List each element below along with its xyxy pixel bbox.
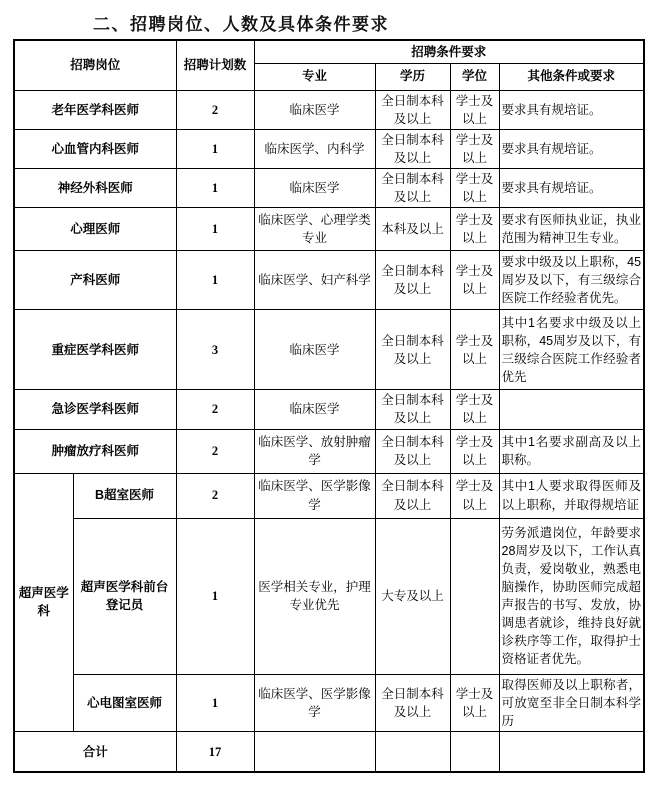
count-cell: 1 <box>176 169 254 208</box>
degree-cell <box>450 518 499 674</box>
header-conditions: 招聘条件要求 <box>254 40 644 63</box>
major-cell: 临床医学、放射肿瘤学 <box>254 429 375 473</box>
major-cell: 临床医学 <box>254 390 375 429</box>
other-requirements-cell: 取得医师及以上职称者，可放宽至非全日制本科学历 <box>499 674 644 731</box>
education-cell: 全日制本科及以上 <box>375 129 450 168</box>
education-cell: 大专及以上 <box>375 518 450 674</box>
other-requirements-cell: 要求有医师执业证，执业范围为精神卫生专业。 <box>499 208 644 251</box>
major-cell: 临床医学、心理学类专业 <box>254 208 375 251</box>
other-requirements-cell: 要求具有规培证。 <box>499 169 644 208</box>
major-cell: 临床医学 <box>254 310 375 390</box>
degree-cell: 学士及以上 <box>450 310 499 390</box>
position-cell: 心血管内科医师 <box>14 129 176 168</box>
count-cell: 1 <box>176 208 254 251</box>
header-degree: 学位 <box>450 63 499 90</box>
other-requirements-cell <box>499 390 644 429</box>
table-row <box>14 518 644 674</box>
count-cell: 1 <box>176 251 254 310</box>
department-group-cell: 超声医学科 <box>14 473 73 731</box>
education-cell <box>375 731 450 772</box>
degree-cell: 学士及以上 <box>450 90 499 129</box>
position-cell: 神经外科医师 <box>14 169 176 208</box>
header-other: 其他条件或要求 <box>499 63 644 90</box>
degree-cell: 学士及以上 <box>450 473 499 518</box>
count-cell: 2 <box>176 429 254 473</box>
table-row <box>14 310 644 390</box>
count-cell: 1 <box>176 518 254 674</box>
major-cell: 临床医学、医学影像学 <box>254 674 375 731</box>
header-major: 专业 <box>254 63 375 90</box>
education-cell: 全日制本科及以上 <box>375 169 450 208</box>
position-cell: 心电图室医师 <box>73 674 176 731</box>
table-row <box>14 473 644 518</box>
education-cell: 全日制本科及以上 <box>375 390 450 429</box>
page-title: 二、招聘岗位、人数及具体条件要求 <box>93 15 389 34</box>
header-plan-count: 招聘计划数 <box>176 40 254 90</box>
table-row <box>14 390 644 429</box>
degree-cell <box>450 731 499 772</box>
table-row <box>14 429 644 473</box>
other-requirements-cell: 要求具有规培证。 <box>499 90 644 129</box>
table-row <box>14 169 644 208</box>
degree-cell: 学士及以上 <box>450 129 499 168</box>
total-label-cell: 合计 <box>14 731 176 772</box>
table-row <box>14 208 644 251</box>
education-cell: 全日制本科及以上 <box>375 310 450 390</box>
position-cell: 老年医学科医师 <box>14 90 176 129</box>
other-requirements-cell: 劳务派遣岗位，年龄要求28周岁及以下，工作认真负责，爱岗敬业，熟悉电脑操作，协助医师完成超声报告的书写、发放，协调患者就诊，维持良好就诊秩序等工作，取得护士资格证者优先。 <box>499 518 644 674</box>
degree-cell: 学士及以上 <box>450 390 499 429</box>
table-header-row-1 <box>14 40 644 63</box>
other-requirements-cell <box>499 731 644 772</box>
count-cell: 3 <box>176 310 254 390</box>
count-cell: 2 <box>176 473 254 518</box>
degree-cell: 学士及以上 <box>450 251 499 310</box>
degree-cell: 学士及以上 <box>450 674 499 731</box>
header-education: 学历 <box>375 63 450 90</box>
other-requirements-cell: 其中1名要求中级及以上职称，45周岁及以下，有三级综合医院工作经验者优先 <box>499 310 644 390</box>
count-cell: 2 <box>176 90 254 129</box>
other-requirements-cell: 其中1人要求取得医师及以上职称，并取得规培证 <box>499 473 644 518</box>
major-cell: 临床医学 <box>254 169 375 208</box>
table-row <box>14 90 644 129</box>
education-cell: 全日制本科及以上 <box>375 90 450 129</box>
recruitment-table <box>13 39 645 773</box>
count-cell: 2 <box>176 390 254 429</box>
table-row <box>14 674 644 731</box>
major-cell: 医学相关专业，护理专业优先 <box>254 518 375 674</box>
education-cell: 全日制本科及以上 <box>375 674 450 731</box>
table-row <box>14 251 644 310</box>
education-cell: 全日制本科及以上 <box>375 473 450 518</box>
position-cell: 肿瘤放疗科医师 <box>14 429 176 473</box>
degree-cell: 学士及以上 <box>450 169 499 208</box>
major-cell: 临床医学、医学影像学 <box>254 473 375 518</box>
position-cell: 重症医学科医师 <box>14 310 176 390</box>
count-cell: 1 <box>176 674 254 731</box>
major-cell: 临床医学、内科学 <box>254 129 375 168</box>
other-requirements-cell: 其中1名要求副高及以上职称。 <box>499 429 644 473</box>
total-count-cell: 17 <box>176 731 254 772</box>
education-cell: 本科及以上 <box>375 208 450 251</box>
position-cell: 超声医学科前台登记员 <box>73 518 176 674</box>
major-cell: 临床医学 <box>254 90 375 129</box>
total-row <box>14 731 644 772</box>
degree-cell: 学士及以上 <box>450 208 499 251</box>
position-cell: 心理医师 <box>14 208 176 251</box>
position-cell: B超室医师 <box>73 473 176 518</box>
position-cell: 急诊医学科医师 <box>14 390 176 429</box>
other-requirements-cell: 要求具有规培证。 <box>499 129 644 168</box>
major-cell: 临床医学、妇产科学 <box>254 251 375 310</box>
header-position: 招聘岗位 <box>14 40 176 90</box>
major-cell <box>254 731 375 772</box>
education-cell: 全日制本科及以上 <box>375 251 450 310</box>
table-row <box>14 129 644 168</box>
other-requirements-cell: 要求中级及以上职称，45周岁及以下，有三级综合医院工作经验者优先。 <box>499 251 644 310</box>
count-cell: 1 <box>176 129 254 168</box>
position-cell: 产科医师 <box>14 251 176 310</box>
education-cell: 全日制本科及以上 <box>375 429 450 473</box>
degree-cell: 学士及以上 <box>450 429 499 473</box>
